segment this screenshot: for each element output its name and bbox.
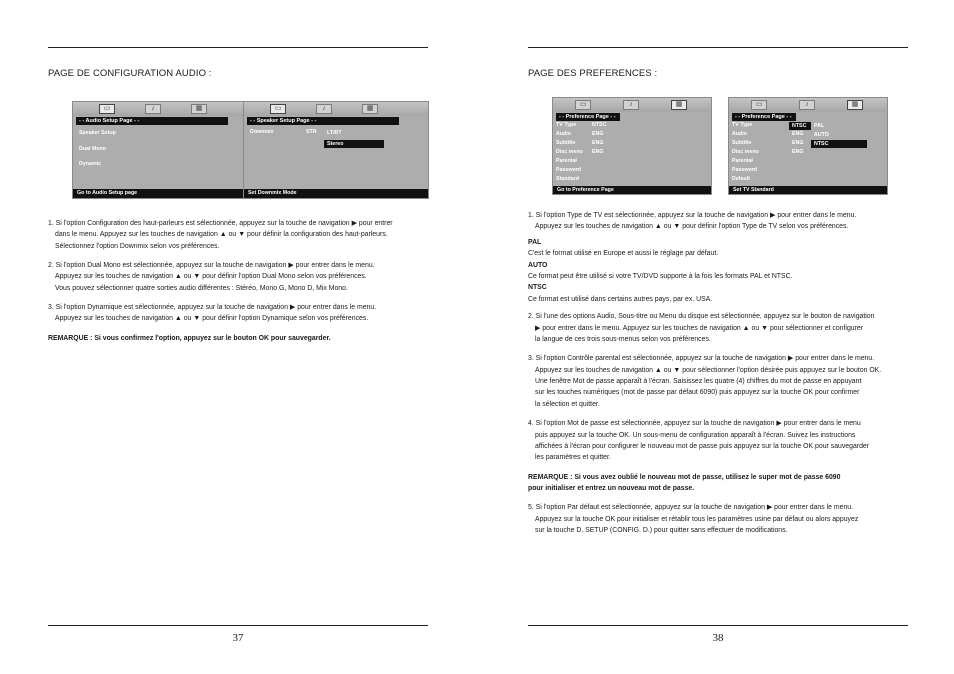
pref-row-password: Password [732, 167, 758, 173]
audio-setup-screenshots [48, 101, 428, 199]
footer-rule [528, 625, 908, 626]
down-arrow-icon: ▼ [673, 366, 681, 374]
right-arrow-icon: ▶ [289, 304, 296, 312]
down-arrow-icon: ▼ [238, 231, 246, 239]
pref-value-subtitle: ENG [792, 140, 804, 146]
audio-tab-icon: ♪ [316, 104, 332, 114]
preference-tab-icon: ▦ [191, 104, 207, 114]
general-tab-icon: ▭ [575, 100, 591, 110]
down-arrow-icon: ▼ [193, 315, 201, 323]
up-arrow-icon: ▲ [219, 231, 227, 239]
tab-icon-bar [729, 98, 887, 112]
preference-screenshots [528, 97, 908, 195]
preference-screen [552, 97, 712, 195]
menu-header: - - Preference Page - - [556, 113, 620, 121]
page-right [528, 0, 908, 674]
instruction-1: 1. Si l'option Type de TV est sélectionnée, appuyez sur la touche de navigation ▶ pour entrer dans le menu. Appuyez sur les touches de navigation ▲ ou ▼ pour définir l'option Type de TV selon vos préférences. [528, 212, 857, 231]
audio-setup-screen [72, 101, 258, 199]
footer-rule [48, 625, 428, 626]
pref-row-audio: Audio [556, 131, 572, 137]
pref-row-standard: Standard [556, 176, 579, 182]
audio-tab-icon: ♪ [145, 104, 161, 114]
audio-tab-icon: ♪ [799, 100, 815, 110]
pref-value-disc-menu: ENG [592, 149, 604, 155]
menu-header: - - Speaker Setup Page - - [247, 117, 399, 125]
pref-value-audio: ENG [592, 131, 604, 137]
pref-value-audio: ENG [792, 131, 804, 137]
pref-value-tv-type: NTSC [789, 122, 811, 130]
option-ntsc: NTSC [811, 140, 867, 148]
page-left [48, 0, 428, 674]
down-arrow-icon: ▼ [193, 273, 201, 281]
pref-row-parental: Parental [556, 158, 577, 164]
right-arrow-icon: ▶ [787, 355, 794, 363]
right-arrow-icon: ▶ [776, 420, 782, 428]
general-tab-icon: ▭ [270, 104, 286, 114]
pref-value-disc-menu: ENG [792, 149, 804, 155]
right-arrow-icon: ▶ [351, 220, 357, 227]
tab-icon-bar [244, 102, 428, 116]
right-arrow-icon: ▶ [288, 262, 294, 270]
general-tab-icon: ▭ [99, 104, 115, 114]
downmix-value: STR [306, 129, 317, 135]
audio-tab-icon: ♪ [623, 100, 639, 110]
option-auto: AUTO [814, 132, 829, 138]
right-arrow-icon: ▶ [770, 212, 776, 219]
format-desc-auto: Ce format peut être utilisé si votre TV/DVD supporte à la fois les formats PAL et NTSC. [528, 273, 793, 281]
menu-header: - - Audio Setup Page - - [76, 117, 228, 125]
format-term-auto: AUTO [528, 261, 548, 269]
menu-footer: Set TV Standard [729, 186, 887, 194]
up-arrow-icon: ▲ [174, 273, 182, 281]
remark: REMARQUE : Si vous confirmez l'option, appuyez sur le bouton OK pour sauvegarder. [48, 334, 331, 342]
format-desc-pal: C'est le format utilisé en Europe et aussi le réglage par défaut. [528, 250, 719, 258]
option-stereo: Stereo [324, 140, 384, 148]
pref-row-disc-menu: Disc menu [556, 149, 583, 155]
instruction-3: 3. Si l'option Contrôle parental est sélectionnée, appuyez sur la touche de navigation ▶ pour entrer dans le menu. Appuyez sur les touches de navigation ▲ ou ▼ pour sélectionner l'option désirée puis appuyez sur le bouton OK. Une fenêtre Mot de passe apparaît à l'écran. Saisissez les quatre (4) chiffres du mot de passe en appuyant sur les touches numériques (mot de passe par défaut 6090) puis appuyez sur la touche OK pour confirmer la sélection et quitter. [528, 355, 882, 408]
pref-row-disc-menu: Disc menu [732, 149, 759, 155]
instruction-3: 3. Si l'option Dynamique est sélectionnée, appuyez sur la touche de navigation ▶ pour entrer dans le menu. Appuyez sur les touches de navigation ▲ ou ▼ pour définir l'option Dynamique selon vos préférences. [48, 304, 377, 323]
pref-row-password: Password [556, 167, 582, 173]
menu-row-dual-mono: Dual Mono [79, 146, 107, 152]
up-arrow-icon: ▲ [654, 223, 662, 231]
pref-row-default: Default [732, 176, 750, 182]
page-number: 37 [232, 632, 244, 644]
pref-row-tv-type: TV Type [556, 122, 577, 128]
section-title: PAGE DES PREFERENCES : [528, 68, 658, 79]
general-tab-icon: ▭ [751, 100, 767, 110]
menu-header: - - Preference Page - - [732, 113, 796, 121]
pref-row-parental: Parental [732, 158, 753, 164]
tab-icon-bar [73, 102, 257, 116]
section-title: PAGE DE CONFIGURATION AUDIO : [48, 68, 212, 79]
down-arrow-icon: ▼ [761, 324, 769, 332]
menu-footer: Go to Preference Page [553, 186, 711, 194]
page-number: 38 [712, 632, 724, 644]
instruction-4: 4. Si l'option Mot de passe est sélectionnée, appuyez sur la touche de navigation ▶ pour entrer dans le menu puis appuyez sur la touche OK. Un sous-menu de configuration apparaît à l'écran. Suivez les instructions affichées à l'écran pour configurer le nouveau mot de passe puis appuyez sur la touche OK pour sauvegarder les paramètres et quitter. [528, 420, 870, 462]
preference-tab-icon: ▦ [671, 100, 687, 110]
header-rule [528, 47, 908, 48]
preference-tab-icon: ▦ [362, 104, 378, 114]
pref-row-tv-type: TV Type [732, 122, 753, 128]
instruction-1: 1. Si l'option Configuration des haut-parleurs est sélectionnée, appuyez sur la touche de navigation ▶ pour entrer dans le menu. Appuyez sur les touches de navigation ▲ ou ▼ pour définir la configuration des haut-parleurs. Sélectionnez l'option Downmix selon vos préférences. [48, 220, 393, 250]
down-arrow-icon: ▼ [673, 223, 681, 231]
remark: REMARQUE : Si vous avez oublié le nouveau mot de passe, utilisez le super mot de passe 6090 pour initialiser et entrez un nouveau mot de passe. [528, 473, 841, 492]
format-term-ntsc: NTSC [528, 284, 547, 292]
format-desc-ntsc: Ce format est utilisé dans certains autres pays, par ex. USA. [528, 295, 713, 303]
pref-row-audio: Audio [732, 131, 748, 137]
right-arrow-icon: ▶ [766, 504, 773, 512]
tv-format-list [528, 237, 918, 305]
option-lt-rt: LT/RT [327, 130, 342, 136]
menu-footer: Set Downmix Mode [244, 189, 428, 198]
option-pal: PAL [814, 123, 825, 129]
pref-row-subtitle: Subtitle [556, 140, 576, 146]
menu-row-speaker-setup: Speaker Setup [79, 130, 116, 136]
menu-footer: Go to Audio Setup page [73, 189, 257, 198]
up-arrow-icon: ▲ [654, 366, 662, 374]
instruction-2: 2. Si l'option Dual Mono est sélectionnée, appuyez sur la touche de navigation ▶ pour entrer dans le menu. Appuyez sur les touches de navigation ▲ ou ▼ pour définir l'option Dual Mono selon vos préférences. Vous pouvez sélectionner quatre sorties audio différentes : Stéréo, Mono G, Mono D, Mix Mono. [48, 262, 375, 292]
right-arrow-icon: ▶ [535, 324, 541, 332]
format-term-pal: PAL [528, 238, 542, 246]
pref-value-subtitle: ENG [592, 140, 604, 146]
speaker-setup-screen [243, 101, 429, 199]
instruction-2: 2. Si l'une des options Audio, Sous-titre ou Menu du disque est sélectionnée, appuyez sur le bouton de navigation ▶ pour entrer dans le menu. Appuyez sur les touches de navigation ▲ ou ▼ pour sélectionner et configurer la langue de ces trois sous-menus selon vos préférences. [528, 313, 875, 344]
tab-icon-bar [553, 98, 711, 112]
preference-instructions [528, 210, 918, 544]
header-rule [48, 47, 428, 48]
menu-row-dynamic: Dynamic [79, 161, 102, 167]
instruction-5: 5. Si l'option Par défaut est sélectionnée, appuyez sur la touche de navigation ▶ pour entrer dans le menu. Appuyez sur la touche OK pour initialiser et rétablir tous les paramètres usine par défaut ou alors appuyez sur la touche D. SETUP (CONFIG. D.) pour quitter sans effectuer de modifications. [528, 504, 859, 534]
audio-instructions [48, 218, 438, 352]
pref-value-tv-type: NTSC [592, 122, 607, 128]
preference-tab-icon: ▦ [847, 100, 863, 110]
up-arrow-icon: ▲ [742, 324, 750, 332]
menu-row-downmix: Downmix [250, 129, 274, 135]
pref-row-subtitle: Subtitle [732, 140, 752, 146]
tv-type-screen [728, 97, 888, 195]
up-arrow-icon: ▲ [174, 315, 182, 323]
